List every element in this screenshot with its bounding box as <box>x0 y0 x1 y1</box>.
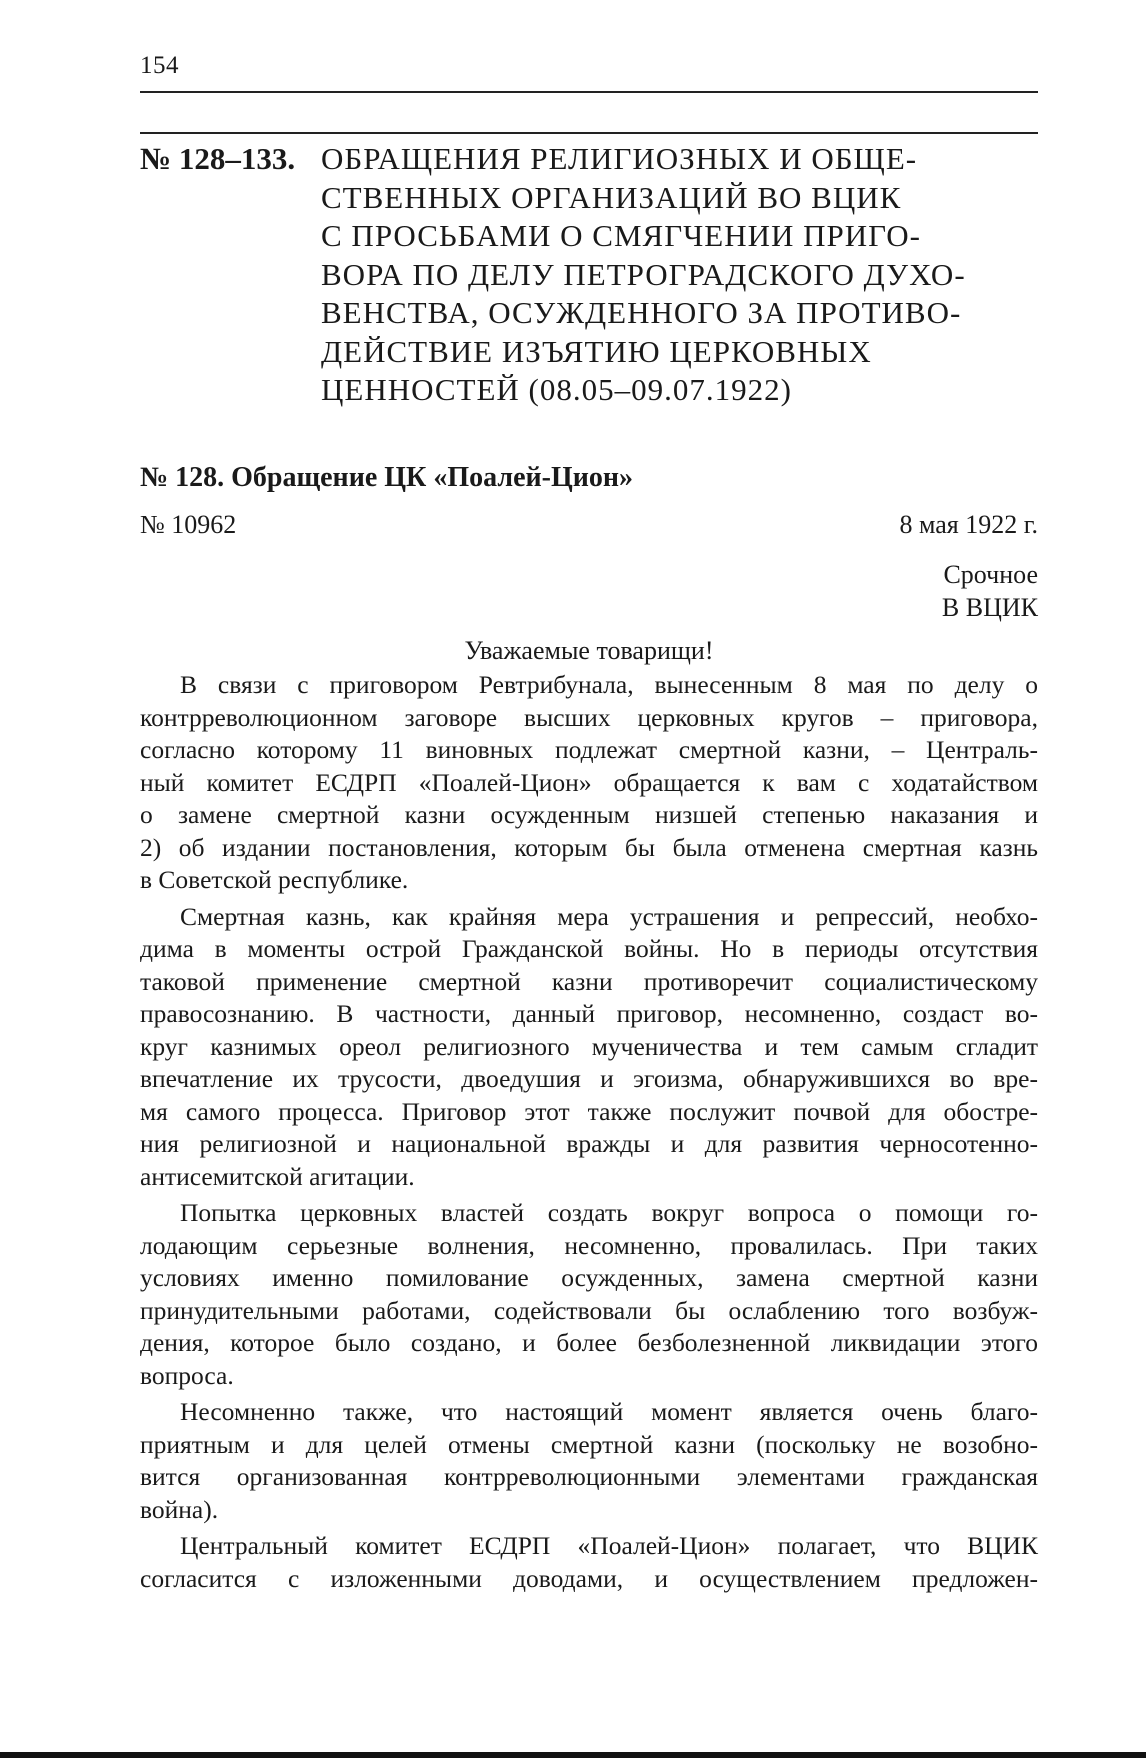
text-line: дима в моменты острой Гражданской войны. Но в периоды отсутствия <box>140 934 1038 963</box>
text-line: согласно которому 11 виновных подлежат смертной казни, – Централь- <box>140 735 1038 764</box>
text-line: о замене смертной казни осужденным низшей степенью наказания и <box>140 800 1038 829</box>
text-line: впечатление их трусости, двоедушия и эгоизма, обнаружившихся во вре- <box>140 1064 1038 1093</box>
text-line: лодающим серьезные волнения, несомненно, провалилась. При таких <box>140 1230 1038 1260</box>
paragraph <box>140 1530 1038 1595</box>
document-title: № 128. Обращение ЦК «Поалей-Цион» <box>140 462 633 493</box>
document-meta <box>140 510 1038 540</box>
collection-title-line: ДЕЙСТВИЕ ИЗЪЯТИЮ ЦЕРКОВНЫХ <box>321 333 872 369</box>
text-line: ный комитет ЕСДРП «Поалей-Цион» обращается к вам с ходатайством <box>140 767 1038 797</box>
paragraph <box>140 1396 1038 1526</box>
text-line: согласится с изложенными доводами, и осуществлением предложен- <box>140 1563 1038 1593</box>
text-line: война). <box>140 1494 219 1524</box>
collection-title-line: ЦЕННОСТЕЙ (08.05–09.07.1922) <box>321 372 792 407</box>
salutation: Уважаемые товарищи! <box>464 636 714 665</box>
text-line: принудительными работами, содействовали бы ослаблению того возбуж- <box>140 1295 1038 1325</box>
text-line: в Советской республике. <box>140 865 409 894</box>
text-line: Центральный комитет ЕСДРП «Поалей-Цион» полагает, что ВЦИК <box>180 1531 1038 1560</box>
page-bottom-edge <box>0 1752 1146 1758</box>
collection-title <box>321 140 1040 410</box>
addressee: В ВЦИК <box>941 593 1038 622</box>
text-line: антисемитской агитации. <box>140 1161 415 1191</box>
collection-title-line: С ПРОСЬБАМИ О СМЯГЧЕНИИ ПРИГО- <box>321 218 922 253</box>
collection-title-line: ВЕНСТВА, ОСУЖДЕННОГО ЗА ПРОТИВО- <box>321 295 962 330</box>
urgency-mark: Срочное <box>943 560 1038 589</box>
text-line: условиях именно помилование осужденных, замена смертной казни <box>140 1263 1038 1292</box>
collection-title-line: ОБРАЩЕНИЯ РЕЛИГИОЗНЫХ И ОБЩЕ- <box>321 141 918 176</box>
text-line: вопроса. <box>140 1360 234 1390</box>
text-line: 2) об издании постановления, которым бы была отменена смертная казнь <box>140 832 1038 862</box>
header-rule <box>140 91 1038 93</box>
collection-number: № 128–133. <box>140 141 296 176</box>
text-line: приятным и для целей отмены смертной казни (поскольку не возобно- <box>140 1429 1038 1459</box>
paragraph <box>140 901 1038 1194</box>
registration-number: № 10962 <box>140 510 237 539</box>
collection-heading <box>140 140 1040 410</box>
text-line: Смертная казнь, как крайняя мера устрашения и репрессий, необхо- <box>180 901 1038 931</box>
document-date: 8 мая 1922 г. <box>899 510 1038 539</box>
text-line: Попытка церковных властей создать вокруг вопроса о помощи го- <box>180 1198 1038 1227</box>
collection-title-line: СТВЕННЫХ ОРГАНИЗАЦИЙ ВО ВЦИК <box>321 179 902 215</box>
text-line: В связи с приговором Ревтрибунала, вынесенным 8 мая по делу о <box>180 670 1038 699</box>
page-number: 154 <box>140 52 179 79</box>
text-line: круг казнимых ореол религиозного мученичества и тем самым сгладит <box>140 1031 1038 1061</box>
document-body <box>140 669 1038 1599</box>
section-rule <box>140 132 1038 134</box>
text-line: дения, которое было создано, и более безболезненной ликвидации этого <box>140 1328 1038 1357</box>
paragraph <box>140 1197 1038 1392</box>
text-line: ния религиозной и национальной вражды и для развития черносотенно- <box>140 1129 1038 1158</box>
text-line: вится организованная контрреволюционными элементами гражданская <box>140 1462 1038 1491</box>
text-line: Несомненно также, что настоящий момент является очень благо- <box>180 1397 1038 1426</box>
paragraph <box>140 669 1038 897</box>
addressee-block <box>942 558 1038 624</box>
text-line: правосознанию. В частности, данный приговор, несомненно, создаст во- <box>140 999 1038 1028</box>
text-line: контрреволюционном заговоре высших церковных кругов – приговора, <box>140 702 1038 732</box>
text-line: мя самого процесса. Приговор этот также послужит почвой для обостре- <box>140 1096 1038 1126</box>
text-line: таковой применение смертной казни противоречит социалистическому <box>140 966 1038 996</box>
collection-title-line: ВОРА ПО ДЕЛУ ПЕТРОГРАДСКОГО ДУХО- <box>321 256 966 292</box>
